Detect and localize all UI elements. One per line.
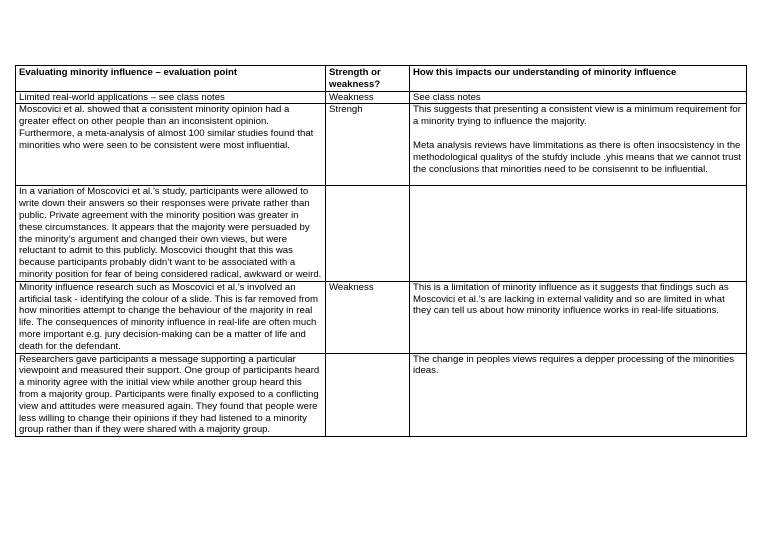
- strength-weakness-cell: Strengh: [326, 104, 410, 186]
- evaluation-table: [15, 65, 747, 437]
- table-row: [16, 91, 747, 104]
- evaluation-point-cell: Minority influence research such as Moscovici et al.’s involved an artificial task - identifying the colour of a slide. This is far removed from how minorities attempt to change the behaviour of the majority in real life. The consequences of minority influence in real-life are often much more important e.g. jury decision-making can be a matter of life and death for the defendant.: [16, 281, 326, 353]
- evaluation-point-cell: Researchers gave participants a message supporting a particular viewpoint and measured their support. One group of participants heard a minority agree with the initial view while another group heard this from a majority group. Participants were finally exposed to a conflicting view and attitudes were measured again. They found that people were less willing to change their opinions if they had listened to a minority group rather than if they were shared with a majority group.: [16, 353, 326, 437]
- evaluation-point-cell: In a variation of Moscovici et al.’s study, participants were allowed to write down their answers so their responses were private rather than public. Private agreement with the minority position was greater in these circumstances. It appears that the majority were persuaded by the minority’s argument and changed their own views, but were reluctant to admit to this publicly. Moscovici thought that this was because participants probably didn’t want to be associated with a minority position for fear of being considered radical, awkward or weird.: [16, 186, 326, 281]
- table-row: [16, 353, 747, 437]
- impact-cell: [410, 353, 747, 437]
- impact-paragraph: Meta analysis reviews have limmitations as there is often insocsistency in the methodological qualitys of the stufdy include .yhis means that we cannot trust the conclusions that minorities need to be consisennt to be influential.: [413, 139, 741, 175]
- header-impact: How this impacts our understanding of minority influence: [410, 66, 747, 92]
- impact-cell: [410, 104, 747, 186]
- impact-paragraph: This is a limitation of minority influence as it suggests that findings such as Moscovici et al.’s are lacking in external validity and so are limited in what they can tell us about how minority influence works in real-life situations.: [413, 281, 729, 317]
- impact-cell: [410, 91, 747, 104]
- impact-cell: [410, 186, 747, 281]
- evaluation-point-cell: Moscovici et al. showed that a consistent minority opinion had a greater effect on other people than an inconsistent opinion. Furthermore, a meta-analysis of almost 100 similar studies found that minorities who were seen to be consistent were most influential.: [16, 104, 326, 186]
- table-row: [16, 281, 747, 353]
- strength-weakness-cell: [326, 186, 410, 281]
- impact-paragraph: The change in peoples views requires a depper processing of the minorities ideas.: [413, 353, 735, 377]
- impact-paragraph: This suggests that presenting a consistent view is a minimum requirement for a minority trying to influence the majority.: [413, 104, 741, 128]
- header-evaluation-point: Evaluating minority influence – evaluation point: [16, 66, 326, 92]
- impact-cell: [410, 281, 747, 353]
- table-header-row: [16, 66, 747, 92]
- table-row: [16, 104, 747, 186]
- evaluation-point-cell: Limited real-world applications – see class notes: [16, 91, 326, 104]
- strength-weakness-cell: Weakness: [326, 91, 410, 104]
- strength-weakness-cell: [326, 353, 410, 437]
- strength-weakness-cell: Weakness: [326, 281, 410, 353]
- header-strength-or-weakness: Strength or weakness?: [326, 66, 410, 92]
- table-row: [16, 186, 747, 281]
- impact-paragraph: See class notes: [413, 91, 481, 103]
